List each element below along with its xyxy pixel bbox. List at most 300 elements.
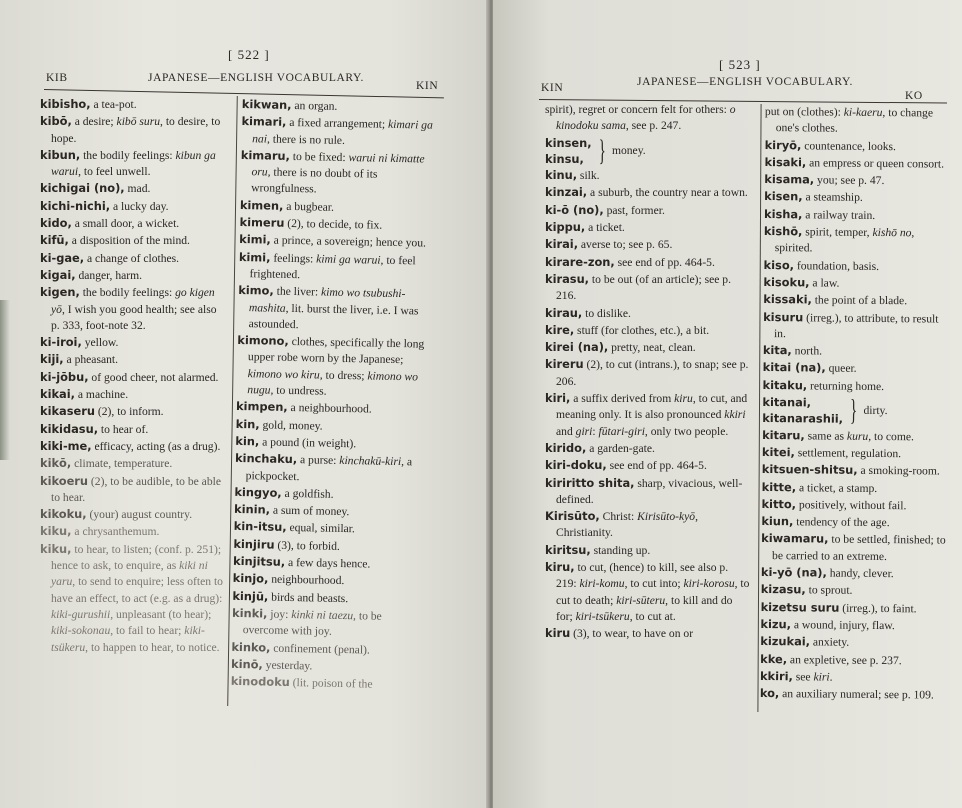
definition: , unpleasant (to hear); [110,607,212,621]
headword: kichigai (no), [40,181,125,196]
headword: kisama, [764,172,815,187]
headword: kirasu, [545,271,589,286]
headword: kikai, [40,387,75,402]
definition: see [792,670,814,684]
definition: north. [791,344,823,358]
headword: kitsuen-shitsu, [761,462,858,478]
headword: kimono, [237,333,289,349]
definition: a smoking-room. [857,464,940,478]
romanized-japanese: fūtari-giri [598,424,645,438]
definition: , lit. burst the liver, i.e. I was astounded. [248,301,419,331]
headword: kinjitsu, [232,553,286,569]
definition: an organ. [291,98,338,113]
dictionary-entry [40,334,224,351]
headword: kisha, [763,206,803,222]
definition: a wound, injury, flaw. [790,618,895,633]
definition: (2), to decide, to fix. [284,216,383,232]
brace-glyph: } [598,133,606,167]
running-head-right: KIN [416,80,439,92]
headword: kizetsu suru [760,599,840,615]
romanized-japanese: kkiri [724,408,746,422]
dictionary-entry [40,250,224,267]
headword: kinu, [545,168,578,183]
page-number: [ 522 ] [228,47,270,62]
definition: foundation, basis. [793,258,880,273]
romanized-japanese: kiri [813,670,830,684]
dictionary-entry [40,96,224,113]
headword: kinodoku [230,673,290,690]
headword: kitte, [761,479,797,494]
dictionary-entry [40,369,224,386]
dictionary-entry [545,339,751,356]
definition: , to cut at. [629,609,676,623]
dictionary-entry [40,438,224,455]
definition: tendency of the age. [793,515,890,530]
definition: same as [804,429,848,443]
headword: kimi, [238,249,271,265]
headword: kkiri, [759,668,793,684]
headword: kiryō, [764,137,802,152]
dictionary-entry [762,377,950,396]
dictionary-entry [40,147,224,181]
running-head-title: JAPANESE—ENGLISH VOCABULARY. [637,76,853,88]
dictionary-entry [545,305,751,322]
headword: kirei (na), [545,340,609,355]
dictionary-entry [764,188,952,207]
dictionary-entry [765,104,953,138]
dictionary-entry [760,616,948,635]
definition: a chrysanthemum. [71,525,160,539]
dictionary-entry [762,444,950,463]
definition: mad. [124,182,151,196]
definition: a bugbear. [283,199,335,214]
brace-glyph: } [849,394,858,428]
headword: kirido, [545,440,587,455]
definition: equal, similar. [286,521,355,536]
dictionary-entry [545,440,751,457]
definition: a purse: [297,453,340,468]
definition: sharp, vivacious, well-defined. [556,476,743,506]
definition: , to feel frightened. [249,253,416,282]
romanized-japanese: kiri-tsūkeru [575,609,630,623]
definition: the point of a blade. [811,293,908,308]
definition: queer. [825,361,857,376]
definition: an empress or queen consort. [806,156,945,171]
headword: kinsen, [545,135,592,150]
definition: pretty, neat, clean. [608,341,696,355]
headword: kippu, [545,220,586,235]
romanized-japanese: go kigen yō [51,286,215,316]
dictionary-entry [545,356,751,390]
headword: kin-itsu, [233,519,287,535]
definition: , to fail to hear; [110,624,185,638]
definition: a tea-pot. [90,98,137,111]
definition: , spirited. [774,226,915,255]
headword: ki-gae, [40,250,85,265]
dictionary-entry [764,257,952,276]
definition: , to feel unwell. [78,165,151,179]
definition: joy: [267,607,292,621]
headword: kizasu, [760,582,806,597]
dictionary-entry [545,254,751,271]
headword: kibisho, [40,97,91,111]
headword: kiku, [40,541,72,556]
dictionary-entry [545,102,751,135]
headword: kimi, [239,232,271,247]
headword: kimari, [241,114,287,130]
headword: kikoku, [40,507,87,522]
definition: efficacy, acting (as a drug). [91,439,221,453]
dictionary-entry [40,506,224,523]
romanized-japanese: kibō suru [116,115,161,129]
dictionary-entry [762,479,950,498]
romanized-japanese: giri [575,424,593,438]
definition: a sum of money. [269,503,350,519]
romanized-japanese: kimo wo tsubushi-mashita [248,285,406,315]
dictionary-entry [545,457,751,474]
romanized-japanese: kiki-tsükeru [51,624,205,654]
headword: kiri, [545,391,571,406]
headword: kimo, [238,283,274,298]
headword: kiwamaru, [761,531,829,546]
dictionary-entry [760,633,948,652]
definition: an auxiliary numeral; see p. 109. [779,687,934,702]
definition: a neighbourhood. [287,401,372,416]
definition: , there is no rule. [266,132,346,147]
definition: to be out (of an article); see p. 216. [556,272,731,303]
definition: to cut, (hence) to kill, see also p. 219: [556,561,729,591]
definition: money. [611,143,646,157]
definition: stuff (for clothes, etc.), a bit. [574,323,710,337]
dictionary-entry [40,473,224,507]
definition: spirit, temper, [802,225,873,240]
headword: kire, [545,322,575,337]
definition: yellow. [81,336,119,350]
headword: kisuru [763,309,804,324]
dictionary-entry [760,668,948,687]
headword: ki-ō (no), [545,202,604,217]
definition: see end of pp. 464-5. [614,255,715,269]
definition: a suffix derived from [570,392,675,406]
romanized-japanese: kimono wo kiru [247,366,320,382]
headword: kinzai, [545,185,588,200]
dictionary-entry [40,403,224,420]
romanized-japanese: kiru [674,392,693,406]
headword: kitaku, [762,377,808,393]
dictionary-entry [764,206,952,225]
headword: kinchaku, [234,451,298,467]
headword: kiso, [763,257,795,272]
definition: a garden-gate. [586,441,655,455]
headword: kimen, [239,197,284,213]
headword: kinō, [230,656,263,672]
definition: : [592,424,599,438]
headword: kitanai, [762,395,812,410]
dictionary-entry [40,198,224,215]
definition: , to cut to death; [556,577,750,607]
romanized-japanese: ki-kaeru [843,105,883,120]
definition: averse to; see p. 65. [578,238,673,252]
headword: kimaru, [240,147,291,163]
right-column-2 [760,104,953,704]
dictionary-entry [764,171,952,190]
dictionary-entry [763,342,951,361]
definition: a pheasant. [63,353,119,367]
dictionary-entry [761,513,949,532]
headword: kibō, [40,114,72,129]
definition: , to dress; [319,368,368,383]
headword: kikidasu, [40,421,99,436]
dictionary-entry [763,291,951,310]
dictionary-entry [764,154,952,173]
headword: kiru [545,626,571,641]
headword: kibun, [40,147,81,162]
definition: confinement (penal). [270,641,371,657]
definition: to dislike. [582,306,631,320]
headword: kizu, [760,616,792,632]
dictionary-entry [40,284,224,334]
page-edge-shadow [0,300,10,460]
definition: , to cut into; [624,577,684,591]
definition: a suburb, the country near a town. [587,186,748,200]
headword: kishō, [763,224,803,239]
dictionary-entry [240,147,437,201]
dictionary-entry [762,461,950,480]
definition: climate, temperature. [71,457,173,471]
dictionary-entry [40,215,224,232]
headword: kin, [235,416,260,432]
definition: Christ: [599,510,638,524]
headword: kiun, [761,514,794,529]
dictionary-entry [545,236,751,253]
dictionary-entry [40,113,224,147]
dictionary-entry [40,351,224,368]
headword: kingyo, [234,484,282,500]
dictionary-entry [764,223,952,258]
headword: kikwan, [241,96,292,112]
definition: of good cheer, not alarmed. [88,370,219,384]
headword: kitaru, [762,427,805,443]
dictionary-entry [762,394,950,428]
dictionary-entry [545,219,751,236]
headword: kirai, [545,237,579,252]
dictionary-entry [763,359,951,378]
dictionary-entry [761,530,949,565]
headword: kiri-doku, [545,458,607,473]
definition: a disposition of the mind. [68,234,190,248]
dictionary-entry [40,455,224,472]
headword: kitai (na), [762,360,826,375]
dictionary-entry [232,605,429,642]
romanized-japanese: kinki ni taezu [291,607,354,623]
headword: kinki, [231,605,268,621]
definition: see end of pp. 464-5. [606,459,707,473]
dictionary-entry [545,202,751,219]
headword: kisoku, [763,274,810,290]
definition: the bodily feelings: [79,286,176,300]
definition: , to kill and do for; [556,593,733,623]
dictionary-entry [235,450,432,487]
headword: kirau, [545,305,583,320]
definition: a law. [809,276,840,290]
definition: , to come. [868,429,915,443]
headword: kinjo, [232,571,269,586]
dictionary-entry [545,542,751,559]
headword: kitei, [761,444,795,460]
dictionary-entry [763,274,951,293]
definition: an expletive, see p. 237. [787,652,902,667]
headword: kissaki, [763,292,812,307]
dictionary-entry [545,167,751,184]
dictionary-entry [40,232,224,249]
definition: silk. [577,169,600,183]
definition: you; see p. 47. [814,173,885,188]
headword: ki-yō (na), [760,564,827,580]
headword: kichi-nichi, [40,198,111,213]
definition: (2), to inform. [94,405,164,419]
dictionary-entry [545,390,751,440]
definition: , to happen to hear, to notice. [85,640,220,654]
headword: kiritsu, [545,542,591,557]
definition: , see p. 247. [625,119,682,133]
dictionary-entry [545,625,751,642]
headword: kifū, [40,233,69,248]
running-head-left: KIB [46,72,68,84]
right-page [493,0,962,808]
definition: birds and beasts. [268,590,349,605]
dictionary-entry [763,309,951,344]
definition: a change of clothes. [84,251,180,265]
definition: dirty. [863,404,888,418]
definition: positively, without fail. [795,498,907,513]
definition: put on (clothes): [764,104,844,119]
definition: (lit. poison of the [289,676,373,691]
dictionary-entry [40,541,224,656]
romanized-japanese: kimono wo nugu [247,369,419,397]
dictionary-entry [761,581,949,600]
romanized-japanese: Kirisūto-kyō [637,510,696,524]
dictionary-entry [40,523,224,540]
dictionary-entry [237,282,434,336]
dictionary-entry [40,267,224,284]
headword: kinko, [231,639,271,655]
definition: clothes, specifically the long upper robe worn by the Japanese; [247,335,425,367]
definition: countenance, looks. [801,138,897,153]
definition: , to send to enquire; less often to have an effect, to act (e.g. as a drug): [51,575,223,605]
headword: kitanarashii, [762,411,844,427]
definition: (3), to forbid. [274,538,341,553]
dictionary-entry [238,249,435,286]
headword: kikoeru [40,473,89,488]
definition: , Christianity. [556,510,698,540]
dictionary-entry [761,564,949,583]
definition: (irreg.), to faint. [839,601,917,615]
dictionary-entry [761,599,949,618]
romanized-japanese: kiri-sūteru [616,593,666,607]
definition: gold, money. [259,418,323,433]
romanized-japanese: kiri-korosu [683,577,735,591]
headword: kinjū, [232,588,269,604]
dictionary-entry [545,508,751,542]
headword: kimeru [239,215,285,230]
running-head-title: JAPANESE—ENGLISH VOCABULARY. [148,72,364,84]
definition: a fixed arrangement; [286,116,389,132]
dictionary-entry [40,386,224,403]
definition: a lucky day. [110,199,169,213]
definition: , only two people. [644,424,729,438]
headword: ki-jōbu, [40,369,89,384]
headword: kita, [762,343,792,358]
romanized-japanese: kibun ga warui [51,148,216,179]
dictionary-entry [762,427,950,446]
definition: to hear of. [98,422,149,436]
headword: kiriritto shita, [545,475,635,490]
definition: to be settled, finished; to be carried to an extreme. [772,532,946,563]
headword: kigai, [40,267,76,282]
dictionary-entry [760,685,948,704]
left-column-1 [40,96,224,656]
headword: kiru, [545,560,575,575]
definition: returning home. [807,379,885,393]
headword: kigen, [40,285,80,300]
romanized-japanese: kiri-komu [579,577,625,591]
dictionary-entry [545,322,751,339]
headword: kinsu, [545,151,584,166]
definition: a few days hence. [284,555,371,571]
headword: kiku, [40,524,72,539]
headword: kinjiru [233,536,275,552]
dictionary-entry [241,113,438,150]
definition: (your) august country. [86,508,193,522]
dictionary-entry [761,496,949,515]
definition: standing up. [590,543,651,557]
definition: a prince, a sovereign; hence you. [270,233,427,250]
definition: a ticket, a stamp. [796,480,878,495]
definition: a small door, a wicket. [71,217,180,231]
definition: (2), to cut (intrans.), to snap; see p. 206. [556,358,749,388]
dictionary-entry [545,135,751,168]
headword: kisen, [764,189,803,204]
dictionary-entry [40,421,224,438]
definition: neighbourhood. [268,572,345,588]
definition: past, former. [603,203,665,217]
dictionary-entry [231,673,427,694]
definition: a railway train. [802,208,876,222]
dictionary-entry [545,559,751,625]
definition: to sprout. [805,583,853,598]
definition: , to be overcome with joy. [242,609,382,639]
dictionary-entry [40,180,224,197]
headword: kinin, [233,502,271,517]
definition: the bodily feelings: [80,148,176,162]
headword: kin, [235,433,260,449]
headword: ko, [759,686,780,701]
definition: to hear, to listen; (conf. p. 251); hence to ask, to enquire, as [51,542,222,573]
definition: a steamship. [802,190,863,205]
definition: and [556,424,576,438]
romanized-japanese: warui ni kimatte oru [251,150,425,179]
headword: kimpen, [235,399,288,415]
dictionary-entry [760,650,948,669]
romanized-japanese: kiki-gurushii [51,607,111,621]
left-column-2 [231,96,438,694]
romanized-japanese: kimi ga warui [316,252,381,267]
definition: , to change one's clothes. [775,106,934,135]
right-column-1 [545,102,751,643]
definition: , I wish you good health; see also p. 333, foot-note 32. [51,302,217,332]
definition: a machine. [74,388,129,402]
headword: kke, [760,651,788,666]
